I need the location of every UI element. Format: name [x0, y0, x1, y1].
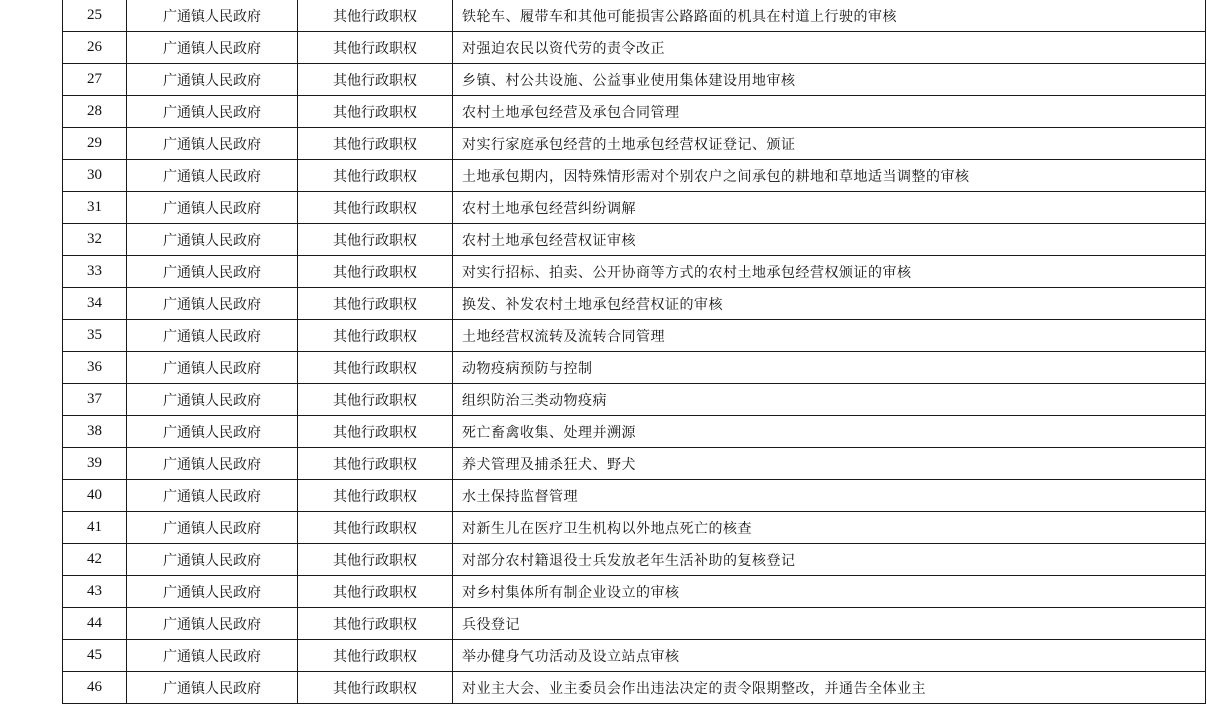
power-type-cell: 其他行政职权 — [298, 672, 453, 704]
power-type-cell: 其他行政职权 — [298, 384, 453, 416]
department-cell: 广通镇人民政府 — [127, 608, 298, 640]
table-body — [63, 0, 1206, 704]
department-cell: 广通镇人民政府 — [127, 480, 298, 512]
table-row — [63, 512, 1206, 544]
power-type-cell: 其他行政职权 — [298, 288, 453, 320]
table-row — [63, 96, 1206, 128]
row-number-cell: 46 — [63, 672, 127, 704]
power-item-cell: 对业主大会、业主委员会作出违法决定的责令限期整改，并通告全体业主 — [453, 672, 1206, 704]
power-type-cell: 其他行政职权 — [298, 416, 453, 448]
department-cell: 广通镇人民政府 — [127, 384, 298, 416]
power-item-cell: 乡镇、村公共设施、公益事业使用集体建设用地审核 — [453, 64, 1206, 96]
department-cell: 广通镇人民政府 — [127, 64, 298, 96]
power-item-cell: 兵役登记 — [453, 608, 1206, 640]
power-item-cell: 举办健身气功活动及设立站点审核 — [453, 640, 1206, 672]
power-item-cell: 对乡村集体所有制企业设立的审核 — [453, 576, 1206, 608]
power-item-cell: 对实行家庭承包经营的土地承包经营权证登记、颁证 — [453, 128, 1206, 160]
power-item-cell: 农村土地承包经营及承包合同管理 — [453, 96, 1206, 128]
power-type-cell: 其他行政职权 — [298, 96, 453, 128]
table-row — [63, 256, 1206, 288]
table-row — [63, 192, 1206, 224]
table-row — [63, 576, 1206, 608]
department-cell: 广通镇人民政府 — [127, 448, 298, 480]
power-type-cell: 其他行政职权 — [298, 64, 453, 96]
table-row — [63, 288, 1206, 320]
power-item-cell: 农村土地承包经营权证审核 — [453, 224, 1206, 256]
department-cell: 广通镇人民政府 — [127, 512, 298, 544]
department-cell: 广通镇人民政府 — [127, 320, 298, 352]
power-item-cell: 组织防治三类动物疫病 — [453, 384, 1206, 416]
table-row — [63, 448, 1206, 480]
table-row — [63, 224, 1206, 256]
power-item-cell: 铁轮车、履带车和其他可能损害公路路面的机具在村道上行驶的审核 — [453, 0, 1206, 32]
power-type-cell: 其他行政职权 — [298, 128, 453, 160]
power-type-cell: 其他行政职权 — [298, 576, 453, 608]
power-item-cell: 对实行招标、拍卖、公开协商等方式的农村土地承包经营权颁证的审核 — [453, 256, 1206, 288]
power-type-cell: 其他行政职权 — [298, 256, 453, 288]
power-type-cell: 其他行政职权 — [298, 608, 453, 640]
power-item-cell: 动物疫病预防与控制 — [453, 352, 1206, 384]
row-number-cell: 31 — [63, 192, 127, 224]
table-row — [63, 64, 1206, 96]
power-type-cell: 其他行政职权 — [298, 640, 453, 672]
power-type-cell: 其他行政职权 — [298, 224, 453, 256]
department-cell: 广通镇人民政府 — [127, 288, 298, 320]
power-list-table — [62, 0, 1206, 704]
row-number-cell: 37 — [63, 384, 127, 416]
table-row — [63, 128, 1206, 160]
table-row — [63, 320, 1206, 352]
row-number-cell: 41 — [63, 512, 127, 544]
department-cell: 广通镇人民政府 — [127, 192, 298, 224]
row-number-cell: 43 — [63, 576, 127, 608]
power-item-cell: 换发、补发农村土地承包经营权证的审核 — [453, 288, 1206, 320]
power-item-cell: 对强迫农民以资代劳的责令改正 — [453, 32, 1206, 64]
power-type-cell: 其他行政职权 — [298, 160, 453, 192]
table-row — [63, 160, 1206, 192]
department-cell: 广通镇人民政府 — [127, 576, 298, 608]
table-row — [63, 352, 1206, 384]
power-type-cell: 其他行政职权 — [298, 352, 453, 384]
table-row — [63, 672, 1206, 704]
table-row — [63, 640, 1206, 672]
department-cell: 广通镇人民政府 — [127, 0, 298, 32]
row-number-cell: 28 — [63, 96, 127, 128]
row-number-cell: 38 — [63, 416, 127, 448]
table-row — [63, 544, 1206, 576]
row-number-cell: 35 — [63, 320, 127, 352]
power-item-cell: 对部分农村籍退役士兵发放老年生活补助的复核登记 — [453, 544, 1206, 576]
table-row — [63, 416, 1206, 448]
row-number-cell: 27 — [63, 64, 127, 96]
row-number-cell: 40 — [63, 480, 127, 512]
power-item-cell: 土地经营权流转及流转合同管理 — [453, 320, 1206, 352]
department-cell: 广通镇人民政府 — [127, 224, 298, 256]
table-row — [63, 32, 1206, 64]
power-item-cell: 农村土地承包经营纠纷调解 — [453, 192, 1206, 224]
power-type-cell: 其他行政职权 — [298, 0, 453, 32]
power-type-cell: 其他行政职权 — [298, 480, 453, 512]
row-number-cell: 42 — [63, 544, 127, 576]
row-number-cell: 30 — [63, 160, 127, 192]
power-item-cell: 水土保持监督管理 — [453, 480, 1206, 512]
table-row — [63, 480, 1206, 512]
department-cell: 广通镇人民政府 — [127, 352, 298, 384]
table-row — [63, 384, 1206, 416]
table-row — [63, 0, 1206, 32]
department-cell: 广通镇人民政府 — [127, 128, 298, 160]
row-number-cell: 36 — [63, 352, 127, 384]
power-type-cell: 其他行政职权 — [298, 320, 453, 352]
department-cell: 广通镇人民政府 — [127, 672, 298, 704]
department-cell: 广通镇人民政府 — [127, 256, 298, 288]
power-item-cell: 对新生儿在医疗卫生机构以外地点死亡的核查 — [453, 512, 1206, 544]
row-number-cell: 44 — [63, 608, 127, 640]
row-number-cell: 34 — [63, 288, 127, 320]
department-cell: 广通镇人民政府 — [127, 544, 298, 576]
department-cell: 广通镇人民政府 — [127, 160, 298, 192]
department-cell: 广通镇人民政府 — [127, 640, 298, 672]
power-type-cell: 其他行政职权 — [298, 32, 453, 64]
table-row — [63, 608, 1206, 640]
row-number-cell: 45 — [63, 640, 127, 672]
power-item-cell: 土地承包期内，因特殊情形需对个别农户之间承包的耕地和草地适当调整的审核 — [453, 160, 1206, 192]
row-number-cell: 25 — [63, 0, 127, 32]
row-number-cell: 26 — [63, 32, 127, 64]
department-cell: 广通镇人民政府 — [127, 416, 298, 448]
department-cell: 广通镇人民政府 — [127, 96, 298, 128]
row-number-cell: 33 — [63, 256, 127, 288]
row-number-cell: 39 — [63, 448, 127, 480]
power-type-cell: 其他行政职权 — [298, 544, 453, 576]
row-number-cell: 32 — [63, 224, 127, 256]
power-type-cell: 其他行政职权 — [298, 192, 453, 224]
power-type-cell: 其他行政职权 — [298, 448, 453, 480]
row-number-cell: 29 — [63, 128, 127, 160]
power-item-cell: 养犬管理及捕杀狂犬、野犬 — [453, 448, 1206, 480]
power-item-cell: 死亡畜禽收集、处理并溯源 — [453, 416, 1206, 448]
power-type-cell: 其他行政职权 — [298, 512, 453, 544]
department-cell: 广通镇人民政府 — [127, 32, 298, 64]
